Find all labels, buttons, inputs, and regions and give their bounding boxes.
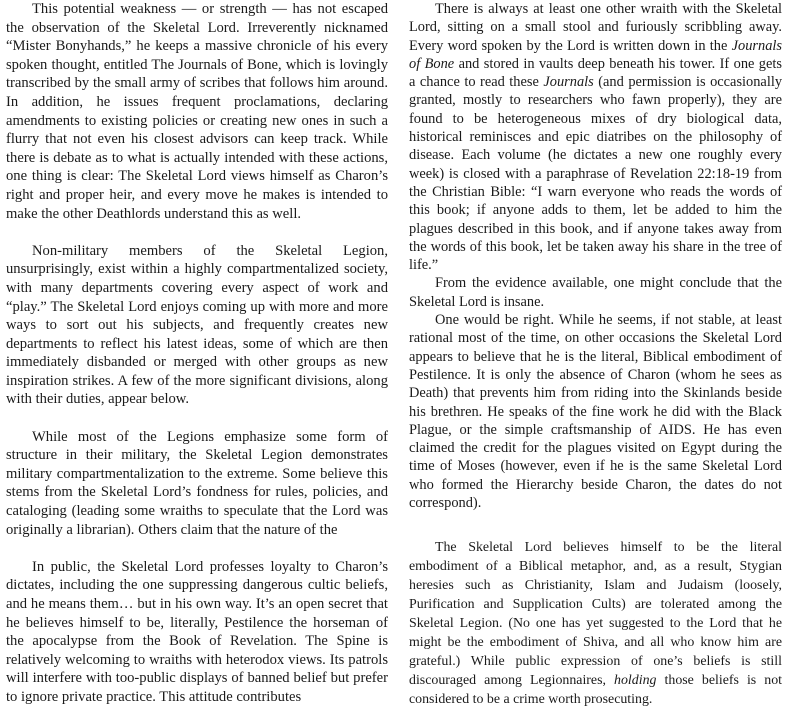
paragraph-bonyhands: This potential weakness — or strength — has not escaped the observation of the Skeletal Lord. Irreverently nicknamed “Mister Bonyhands,” he keeps a massive chronicle of his every spoken thought, entitled The Journals of Bone, which is lovingly transcribed by the small army of scribes that follows him around. In addition, he issues frequent proclamations, declaring amendments to existing policies or creating new ones in such a flurry that not even his closest advisors can keep track. While there is debate as to what is actually intended with these actions, one thing is clear: The Skeletal Lord views himself as Charon’s right and proper heir, and every move he makes is intended to make the other Deathlords understand this as well.: [6, 1, 388, 222]
paragraph-military: While most of the Legions emphasize some form of structure in their military, the Skeletal Legion demonstrates military compartmentalization to the extreme. Some believe this stems from the Skeletal Lord’s fondness for rules, policies, and cataloging (leading some wraiths to speculate that the Lord was originally a librarian). Others claim that the nature of the: [6, 428, 388, 538]
paragraph-scribe: There is always at least one other wraith with the Skeletal Lord, sitting on a small stool and furiously scribbling away. Every word spoken by the Lord is written down in the Journals of Bone and stored in vaults deep beneath his tower. If one gets a chance to read these Journals (and permission is occasionally granted, mostly to researchers who fawn properly), they are found to be heterogeneous mixes of dry biological data, historical reminisces and epic diatribes on the philosophy of disease. Each volume (he dictates a new one roughly every week) is closed with a paraphrase of Revelation 22:18-19 from the Christian Bible: “I warn everyone who reads the words of this book; if anyone adds to them, let be added to him the plagues described in this book, and if anyone takes away from the words of this book, let be taken away his share in the tree of life.”: [409, 1, 783, 274]
paragraph-public-loyalty: In public, the Skeletal Lord professes loyalty to Charon’s dictates, including the one suppressing dangerous cultic beliefs, and he means them… but in his own way. It’s an open secret that he believes himself to be, literally, Pestilence the horseman of the apocalypse from the Book of Revelation. The Spine is relatively welcoming to wraiths with heterodox views. Its patrols will interfere with too-public displays of banned belief but prefer to ignore private practice. This attitude contributes: [6, 558, 388, 705]
journals-of-bone-title: Journals of Bone: [409, 37, 782, 72]
paragraph-biblical-metaphor: The Skeletal Lord believes himself to be the literal embodiment of a Biblical metaphor, and, as a result, Stygian heresies such as Christianity, Islam and Judaism (loosely, Purification and Supplication Cults) are tolerated among the Skeletal Legion. (No one has yet suggested to the Lord that he might be the embodiment of Shiva, and all who know him are grateful.) While public expression of one’s beliefs is still discouraged among Legionnaires, holding those beliefs is not considered to be a crime worth prosecuting.: [409, 540, 782, 707]
paragraph-non-military: Non-military members of the Skeletal Legion, unsurprisingly, exist within a highly compartmentalized society, with many departments covering every aspect of work and “play.” The Skeletal Lord enjoys coming up with more and more ways to sort out his subjects, and frequently creates new departments to reflect his latest ideas, some of which are then immediately disbanded or merged with other groups as new inspiration strikes. A few of the more significant divisions, along with their duties, appear below.: [6, 242, 388, 408]
holding-emphasis: holding: [614, 672, 657, 688]
paragraph-insane: From the evidence available, one might conclude that the Skeletal Lord is insane.: [409, 275, 782, 310]
left-column: [6, 0, 388, 707]
paragraph-pestilence: One would be right. While he seems, if not stable, at least rational most of the time, on other occasions the Skeletal Lord appears to believe that he is the literal, Biblical embodiment of Pestilence. It is only the absence of Charon (whom he sees as Death) that prevents him from riding into the Skinlands beside his brethren. He speaks of the fine work he did with the Black Plague, or the simple craftsmanship of AIDS. He has even claimed the credit for the plagues visited on Egypt during the time of Moses (however, even if he is the same Skeletal Lord who formed the Hierarchy beside Charon, the dates do not correspond).: [409, 312, 782, 512]
journals-title: Journals: [543, 74, 594, 91]
right-column: [409, 0, 782, 709]
